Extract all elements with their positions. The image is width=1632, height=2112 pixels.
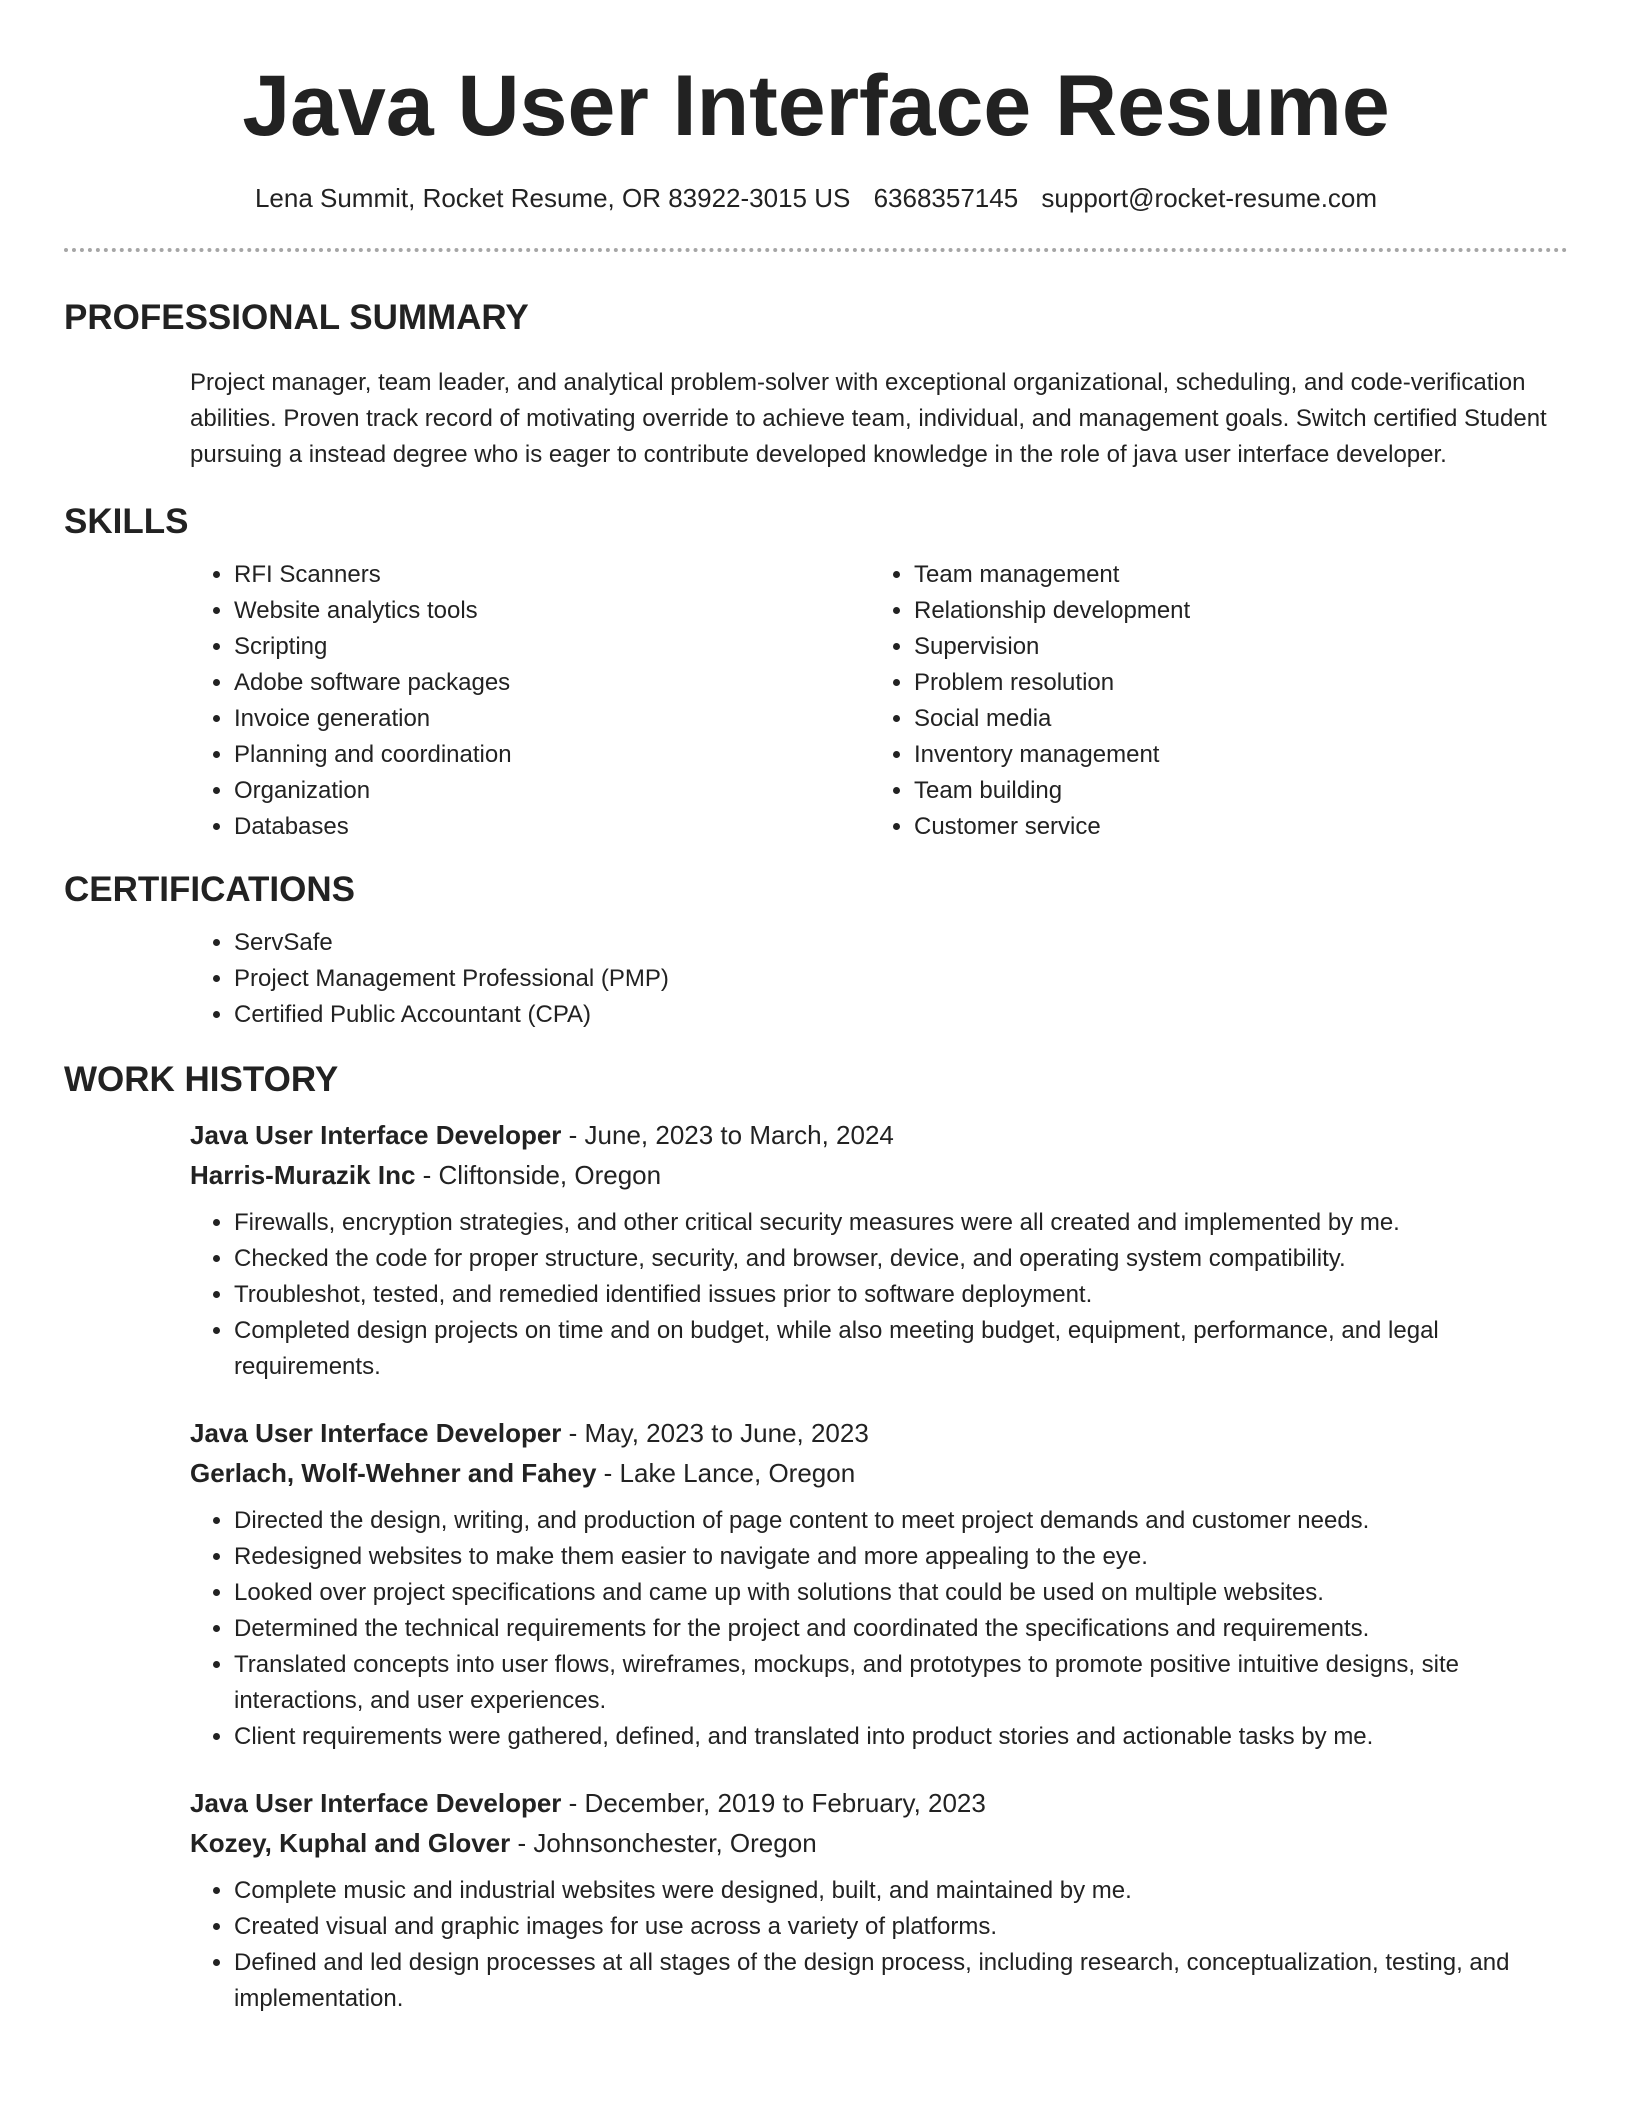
skill-item: • Problem resolution	[914, 665, 1550, 701]
work-history-heading: WORK HISTORY	[64, 1060, 339, 1099]
skill-item: • Adobe software packages	[234, 665, 870, 701]
job-location: - Cliftonside, Oregon	[415, 1160, 662, 1190]
job-bullet: • Defined and led design processes at all stages of the design process, including research, conceptualization, testing, and implementation.	[234, 1945, 1568, 2017]
professional-summary-heading: PROFESSIONAL SUMMARY	[64, 298, 529, 337]
job-bullets	[190, 1873, 1568, 2017]
job-company: Harris-Murazik Inc	[190, 1160, 416, 1190]
job-entry	[190, 1413, 1568, 1755]
job-bullet: • Client requirements were gathered, defined, and translated into product stories and actionable tasks by me.	[234, 1719, 1568, 1755]
job-entry	[190, 1783, 1568, 2017]
job-bullets	[190, 1503, 1568, 1755]
skill-item: • Planning and coordination	[234, 737, 870, 773]
resume-title: Java User Interface Resume	[242, 58, 1390, 154]
professional-summary-text: Project manager, team leader, and analytical problem-solver with exceptional organizational, scheduling, and code-verification abilities. Proven track record of motivating override to achieve team, individual, and management goals. Switch certified Student pursuing a instead degree who is eager to contribute developed knowledge in the role of java user interface developer.	[190, 369, 1547, 468]
job-bullet: • Determined the technical requirements for the project and coordinated the specifications and requirements.	[234, 1611, 1568, 1647]
certification-item: • Project Management Professional (PMP)	[234, 961, 1568, 997]
certification-item: • Certified Public Accountant (CPA)	[234, 997, 1568, 1033]
header-divider	[64, 248, 1568, 252]
skill-item: • Databases	[234, 809, 870, 845]
job-company-line	[190, 1823, 1568, 1863]
job-role: Java User Interface Developer	[190, 1418, 562, 1448]
certifications-list	[190, 925, 1568, 1033]
job-dates: - June, 2023 to March, 2024	[561, 1120, 894, 1150]
skill-item: • Team management	[914, 557, 1550, 593]
skill-item: • Social media	[914, 701, 1550, 737]
job-role: Java User Interface Developer	[190, 1788, 562, 1818]
job-bullet: • Firewalls, encryption strategies, and other critical security measures were all created and implemented by me.	[234, 1205, 1568, 1241]
skills-column-left	[190, 557, 870, 845]
job-location: - Johnsonchester, Oregon	[510, 1828, 817, 1858]
job-title-line	[190, 1783, 1568, 1823]
job-bullet: • Looked over project specifications and came up with solutions that could be used on multiple websites.	[234, 1575, 1568, 1611]
job-title-line	[190, 1115, 1568, 1155]
skill-item: • RFI Scanners	[234, 557, 870, 593]
skill-item: • Supervision	[914, 629, 1550, 665]
skills-column-right	[870, 557, 1550, 845]
job-dates: - May, 2023 to June, 2023	[561, 1418, 869, 1448]
skills-list-left	[190, 557, 870, 845]
job-bullet: • Checked the code for proper structure, security, and browser, device, and operating system compatibility.	[234, 1241, 1568, 1277]
skill-item: • Team building	[914, 773, 1550, 809]
certification-item: • ServSafe	[234, 925, 1568, 961]
job-company: Gerlach, Wolf-Wehner and Fahey	[190, 1458, 597, 1488]
skills-heading: SKILLS	[64, 502, 189, 541]
job-company-line	[190, 1453, 1568, 1493]
work-history-list	[190, 1115, 1568, 2017]
skill-item: • Scripting	[234, 629, 870, 665]
job-entry	[190, 1115, 1568, 1385]
skill-item: • Organization	[234, 773, 870, 809]
job-bullet: • Redesigned websites to make them easier to navigate and more appealing to the eye.	[234, 1539, 1568, 1575]
job-bullet: • Directed the design, writing, and production of page content to meet project demands and customer needs.	[234, 1503, 1568, 1539]
skills-list-right	[870, 557, 1550, 845]
skill-item: • Invoice generation	[234, 701, 870, 737]
contact-line	[64, 182, 1568, 214]
skill-item: • Website analytics tools	[234, 593, 870, 629]
job-company-line	[190, 1155, 1568, 1195]
skills-grid	[190, 557, 1568, 845]
job-bullet: • Complete music and industrial websites were designed, built, and maintained by me.	[234, 1873, 1568, 1909]
job-bullet: • Troubleshot, tested, and remedied identified issues prior to software deployment.	[234, 1277, 1568, 1313]
job-location: - Lake Lance, Oregon	[596, 1458, 856, 1488]
certifications-list-container	[190, 925, 1568, 1033]
skill-item: • Customer service	[914, 809, 1550, 845]
skill-item: • Relationship development	[914, 593, 1550, 629]
certifications-heading: CERTIFICATIONS	[64, 870, 356, 909]
skill-item: • Inventory management	[914, 737, 1550, 773]
job-title-line	[190, 1413, 1568, 1453]
job-bullet: • Created visual and graphic images for use across a variety of platforms.	[234, 1909, 1568, 1945]
job-role: Java User Interface Developer	[190, 1120, 562, 1150]
job-company: Kozey, Kuphal and Glover	[190, 1828, 511, 1858]
contact-address: Lena Summit, Rocket Resume, OR 83922-3015 US	[254, 183, 851, 213]
contact-email: support@rocket-resume.com	[1041, 183, 1378, 213]
job-dates: - December, 2019 to February, 2023	[561, 1788, 986, 1818]
job-bullet: • Translated concepts into user flows, wireframes, mockups, and prototypes to promote positive intuitive designs, site interactions, and user experiences.	[234, 1647, 1568, 1719]
job-bullets	[190, 1205, 1568, 1385]
contact-phone: 6368357145	[873, 183, 1019, 213]
job-bullet: • Completed design projects on time and on budget, while also meeting budget, equipment, performance, and legal requirements.	[234, 1313, 1568, 1385]
